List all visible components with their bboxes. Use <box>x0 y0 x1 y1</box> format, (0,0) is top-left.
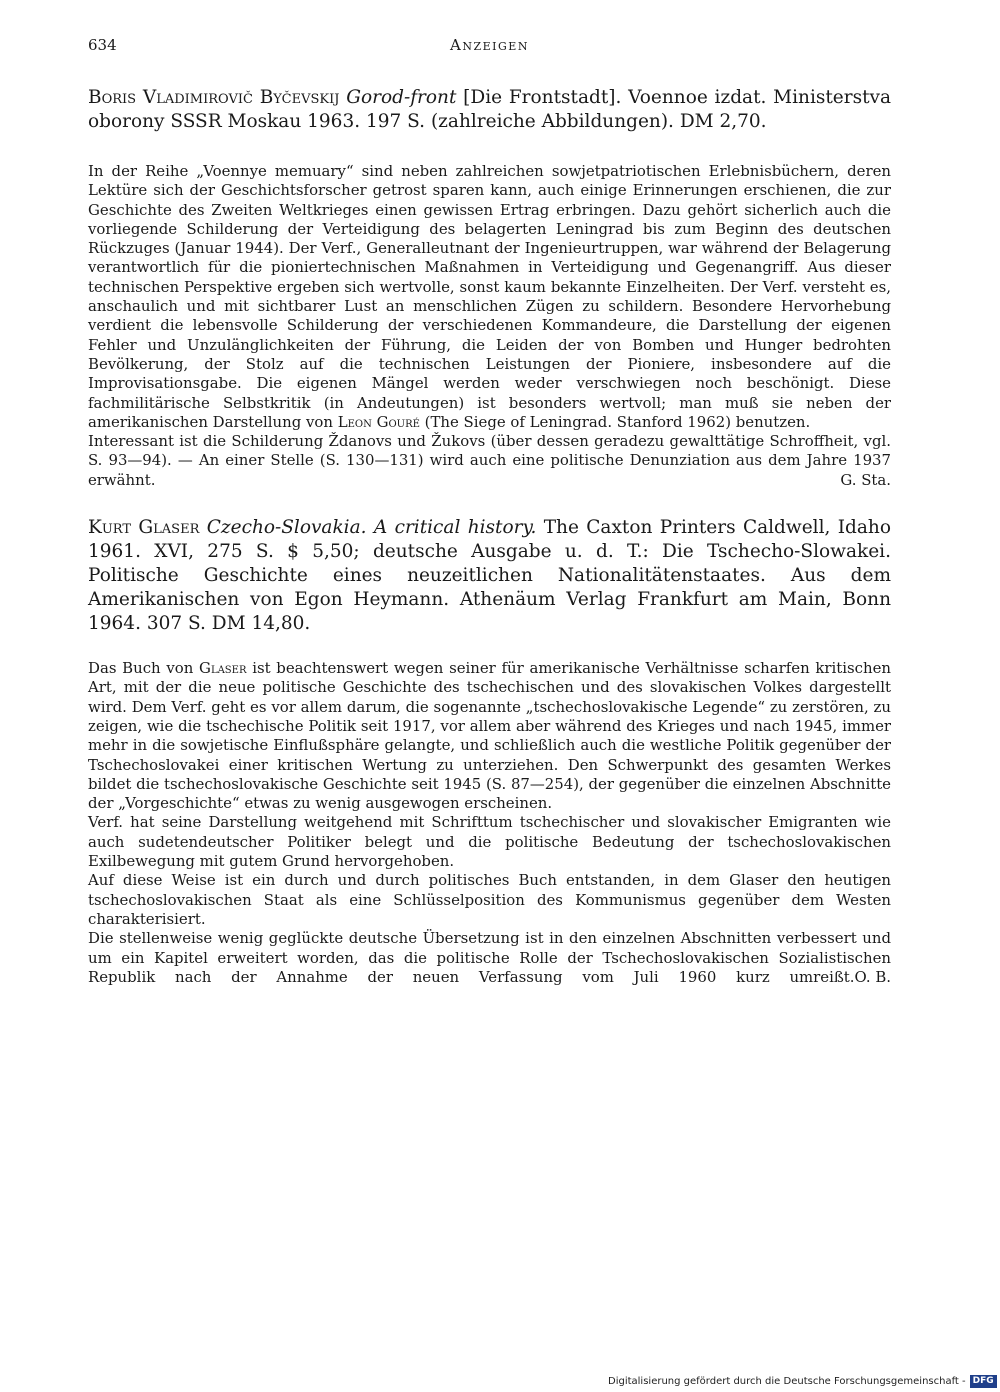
cited-author: Glaser <box>199 659 247 678</box>
digitization-footer <box>608 1375 997 1388</box>
document-page <box>88 36 891 987</box>
review-paragraph <box>88 659 891 813</box>
citation-bychevskij <box>88 86 891 134</box>
reviewer-signature: G. Sta. <box>840 470 891 489</box>
review-text: In der Reihe „Voennye memuary“ sind neben zahlreichen sowjetpatriotischen Erlebnisbüchern, deren Lektüre sich der Geschichtsforscher getrost sparen kann, auch einige Erinnerungen erschienen, die zur Geschichte des Zweiten Weltkrieges einen gewissen Ertrag erbringen. Dazu gehört sicherlich auch die vorliegende Schilderung der Verteidigung des belagerten Leningrad bis zum Beginn des deutschen Rückzuges (Januar 1944). Der Verf., Generalleutnant der Ingenieurtruppen, war während der Belagerung verantwortlich für die pioniertechnischen Maßnahmen in Verteidigung und Gegenangriff. Aus dieser technischen Perspektive ergeben sich wertvolle, sonst kaum bekannte Einzelheiten. Der Verf. versteht es, anschaulich und mit sichtbarer Lust an menschlichen Zügen zu schildern. Besondere Hervorhebung verdient die lebensvolle Schilderung der verschiedenen Kommandeure, die Darstellung der eigenen Fehler und Unzulänglichkeiten der Führung, die Leiden der von Bomben und Hunger bedrohten Bevölkerung, der Stolz auf die technischen Leistungen der Pioniere, insbesondere auf die Improvisationsgabe. Die eigenen Mängel werden weder verschwiegen noch beschönigt. Diese fachmilitärische Selbstkritik (in Andeutungen) ist besonders wertvoll; man muß sie neben der amerikanischen Darstellung von <box>88 162 891 431</box>
page-number: 634 <box>88 36 117 54</box>
author-name: Boris Vladimirovič Byčevskij <box>88 87 340 108</box>
publication-details: The Caxton Printers Caldwell, Idaho 1961. XVI, 275 S. $ 5,50; deutsche Ausgabe u. d. T.: Die Tschecho-Slowakei. Politische Geschichte eines neuzeitlichen Nationalitätenstaates. Aus dem Amerikanischen von Egon Heymann. Athenäum Verlag Frankfurt am Main, Bonn 1964. 307 S. DM 14,80. <box>88 517 891 635</box>
cited-author: Leon Gouré <box>337 412 420 431</box>
review-text: ist beachtenswert wegen seiner für amerikanische Verhältnisse scharfen kritischen Art, mit der die neue politische Geschichte des tschechischen und des slovakischen Volkes dargestellt wird. Dem Verf. geht es vor allem darum, die sogenannte „tschechoslovakische Legende“ zu zerstören, zu zeigen, wie die tschechische Politik seit 1917, vor allem aber während des Krieges und nach 1945, immer mehr in die sowjetische Einflußsphäre gelangte, und schließlich auch die westliche Politik gegenüber der Tschechoslovakei einer kritischen Wertung zu unterziehen. Den Schwerpunkt des gesamten Werkes bildet die tschechoslovakische Geschichte seit 1945 (S. 87—254), der gegenüber die einzelnen Abschnitte der „Vorgeschichte“ etwas zu wenig ausgewogen erscheinen. <box>88 659 892 813</box>
running-head <box>88 36 891 66</box>
review-paragraph: Verf. hat seine Darstellung weitgehend mit Schrifttum tschechischer und slovakischer Emigranten wie auch sudetendeutscher Politiker belegt und die politische Bedeutung der tschechoslovakischen Exilbewegung mit gutem Grund hervorgehoben. <box>88 813 891 871</box>
review-text: Die stellenweise wenig geglückte deutsche Übersetzung ist in den einzelnen Abschnitten verbessert und um ein Kapitel erweitert worden, das die politische Rolle der Tschechoslovakischen Sozialistischen Republik nach der Annahme der neuen Verfassung vom Juli 1960 kurz umreißt. <box>88 929 891 986</box>
review-paragraph <box>88 929 891 987</box>
reviewer-signature: O. B. <box>854 967 891 986</box>
publication-details: [Die Frontstadt]. Voennoe izdat. Ministerstva oborony SSSR Moskau 1963. 197 S. (zahlreiche Abbildungen). DM 2,70. <box>88 87 891 132</box>
citation-glaser <box>88 516 891 636</box>
review-paragraph <box>88 162 891 432</box>
author-name: Kurt Glaser <box>88 517 200 539</box>
review-text: (The Siege of Leningrad. Stanford 1962) benutzen. <box>419 412 811 431</box>
book-title: Czecho-Slovakia. A critical history. <box>206 517 537 539</box>
footer-text: Digitalisierung gefördert durch die Deutsche Forschungsgemeinschaft - <box>608 1376 966 1387</box>
review-glaser <box>88 659 891 987</box>
review-paragraph <box>88 432 891 490</box>
dfg-logo: DFG <box>970 1375 997 1388</box>
section-title: Anzeigen <box>450 36 529 54</box>
book-title: Gorod-front <box>346 87 457 108</box>
review-bychevskij <box>88 162 891 490</box>
review-paragraph: Auf diese Weise ist ein durch und durch politisches Buch entstanden, in dem Glaser den heutigen tschechoslovakischen Staat als eine Schlüsselposition des Kommunismus gegenüber dem Westen charakterisiert. <box>88 871 891 928</box>
review-text: Interessant ist die Schilderung Ždanovs und Žukovs (über dessen geradezu gewalttätige Schroffheit, vgl. S. 93—94). — An einer Stelle (S. 130—131) wird auch eine politische Denunziation aus dem Jahre 1937 erwähnt. <box>88 432 891 489</box>
review-text: Das Buch von <box>88 659 200 678</box>
